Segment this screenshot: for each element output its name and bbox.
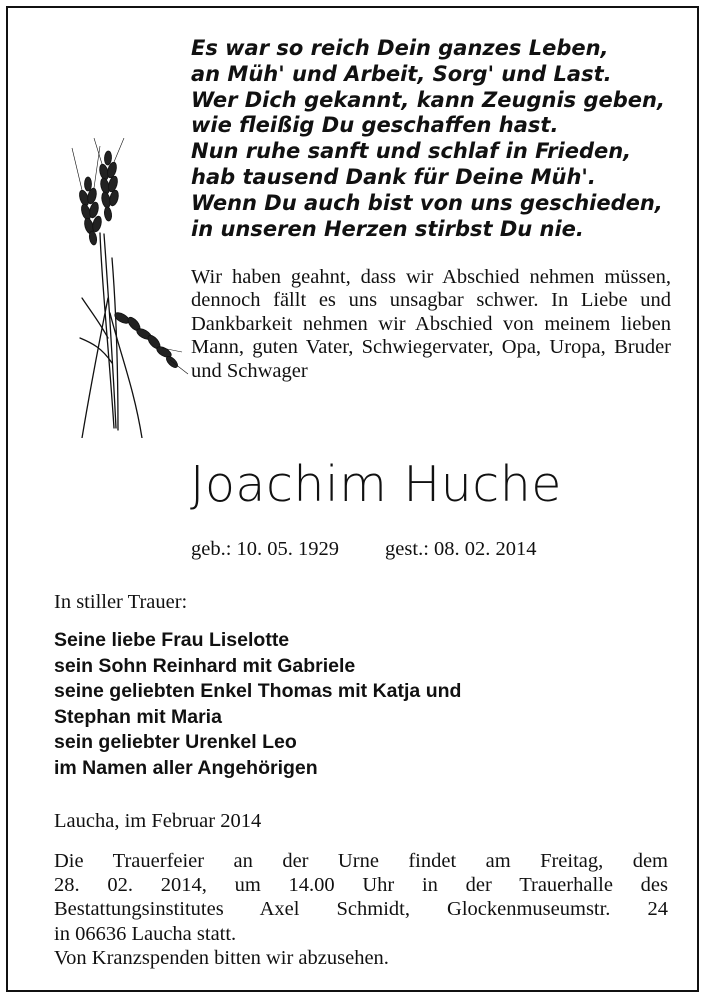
service-info [54,849,668,970]
service-line: Von Kranzspenden bitten wir abzusehen. [54,946,389,969]
family-list [54,628,654,782]
poem [191,36,691,242]
intro-text: Wir haben geahnt, dass wir Abschied nehmen müssen, dennoch fällt es uns unsagbar schwer. In Liebe und Dankbarkeit nehmen wir Abschied von meinem lieben Mann, guten Vater, Schwiegervater, Opa, Uropa, Bruder und Schwager [191,266,671,382]
poem-line: Wer Dich gekannt, kann Zeugnis geben, [191,87,665,112]
poem-line: in unseren Herzen stirbst Du nie. [191,216,584,241]
poem-line: Nun ruhe sanft und schlaf in Frieden, [191,139,632,164]
life-dates [191,538,537,561]
family-line: im Namen aller Angehörigen [54,756,318,779]
poem-line: Wenn Du auch bist von uns geschieden, [191,190,663,215]
birth-date: geb.: 10. 05. 1929 [191,538,340,560]
family-line: sein Sohn Reinhard mit Gabriele [54,654,356,677]
family-line: seine geliebten Enkel Thomas mit Katja und [54,680,462,703]
mourning-label: In stiller Trauer: [54,591,188,613]
wheat-icon [42,138,192,438]
family-line: Seine liebe Frau Liselotte [54,629,290,651]
poem-line: hab tausend Dank für Deine Müh'. [191,164,596,189]
obituary-frame [6,6,699,992]
service-line: Bestattungsinstitutes Axel Schmidt, Glockenmuseumstr. 24 [54,898,668,921]
poem-line: wie fleißig Du geschaffen hast. [191,113,559,138]
service-line: in 06636 Laucha statt. [54,922,237,945]
family-line: sein geliebter Urenkel Leo [54,731,297,754]
place-date: Laucha, im Februar 2014 [54,810,262,832]
service-line: Die Trauerfeier an der Urne findet am Freitag, dem [54,850,668,872]
death-date: gest.: 08. 02. 2014 [385,538,537,560]
family-line: Stephan mit Maria [54,705,222,728]
poem-line: an Müh' und Arbeit, Sorg' und Last. [191,61,612,86]
poem-line: Es war so reich Dein ganzes Leben, [191,36,609,60]
deceased-name: Joachim Huche [190,456,562,513]
service-line: 28. 02. 2014, um 14.00 Uhr in der Trauerhalle des [54,874,668,897]
